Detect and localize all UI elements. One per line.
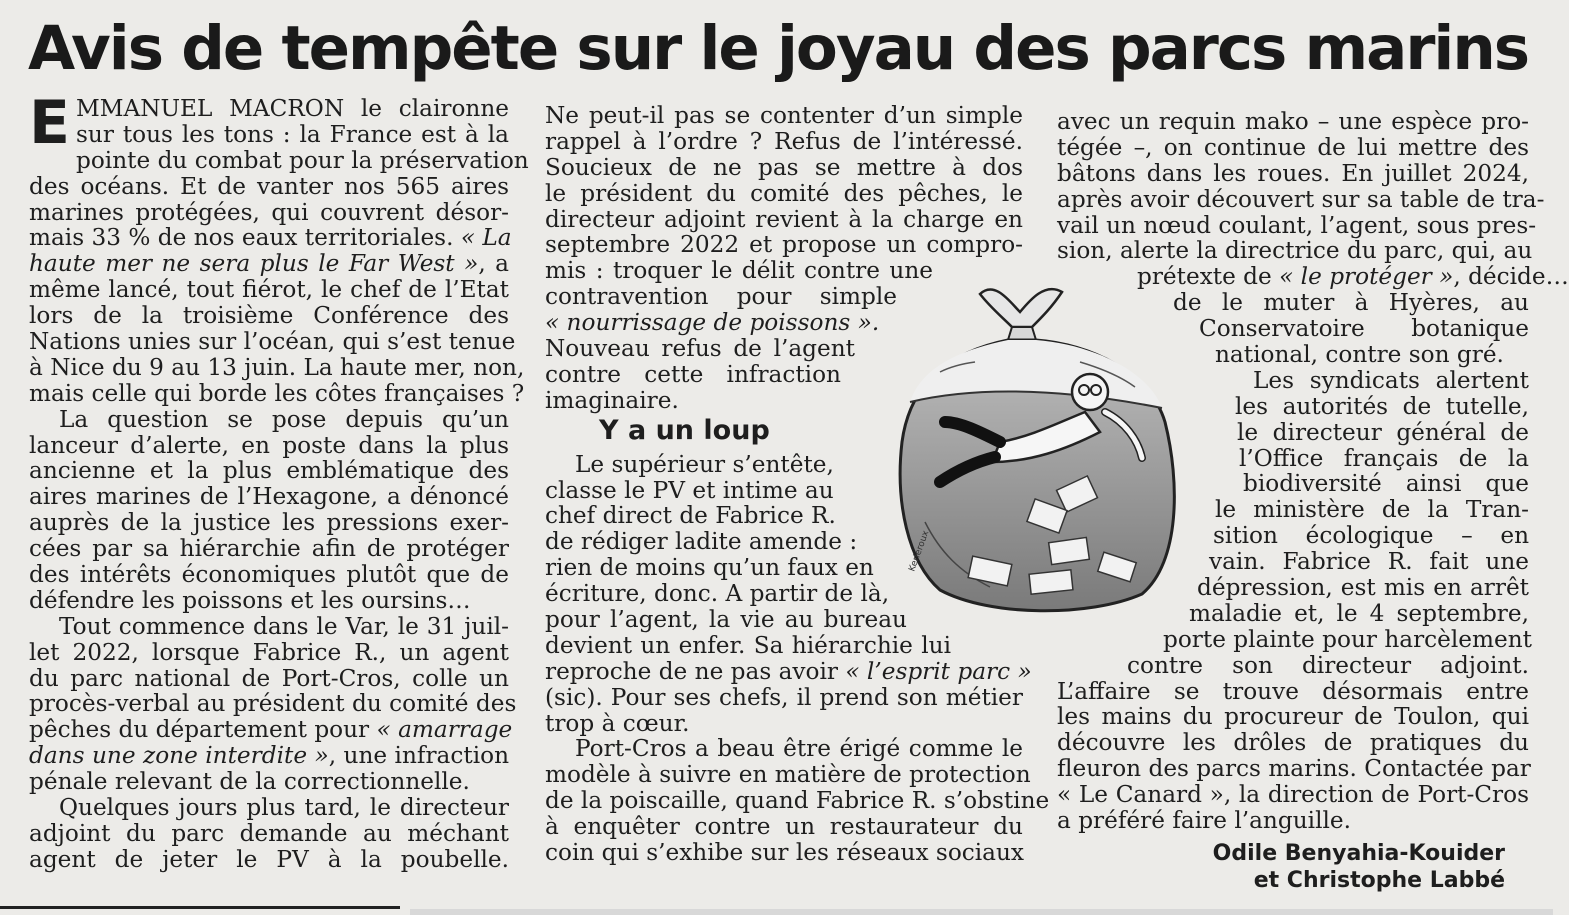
man-head [1072,374,1108,410]
text-line: procès-verbal au président du comité des [29,690,517,718]
text-line: des intérêts économiques plutôt que de [29,561,509,589]
text-line: imaginaire. [545,386,679,414]
text-line: Le supérieur s’entête, [575,450,834,478]
text-line: pénale relevant de la correctionnelle. [29,768,470,796]
text-line: coin qui s’exhibe sur les réseaux sociaux [545,839,1025,867]
text-line: mais celle qui borde les côtes françaises ? [29,379,525,407]
text-line: Conservatoire botanique [1199,315,1529,343]
text-line: de rédiger ladite amende : [545,528,858,556]
text-line: Port-Cros a beau être érigé comme le [575,735,1023,763]
byline [1213,840,1505,894]
text-line: le ministère de la Tran- [1215,496,1529,524]
text-line: La question se pose depuis qu’un [59,405,509,433]
text-line: fleuron des parcs marins. Contactée par [1057,755,1531,783]
page-edge [410,909,1553,915]
cartoonist-signature: Kerleroux [907,529,932,574]
text-line: vain. Fabrice R. fait une [1209,548,1529,576]
text-line: porte plainte pour harcèlement [1163,625,1532,653]
text-line: biodiversité ainsi que [1243,470,1529,498]
text-line: ancienne et la plus emblématique des [29,457,509,485]
text-line: rien de moins qu’un faux en [545,554,874,582]
text-line: à enquêter contre un restaurateur du [545,813,1023,841]
text-line: vail un nœud coulant, l’agent, sous pres- [1057,211,1537,239]
text-line: maladie et, le 4 septembre, [1189,599,1529,627]
text-line: adjoint du parc demande au méchant [29,819,509,847]
text-line: découvre les drôles de pratiques du [1057,729,1529,757]
text-line: pêches du département pour « amarrage [29,716,513,744]
text-line: défendre les poissons et les oursins… [29,586,471,614]
text-line: l’Office français de la [1239,444,1529,472]
text-line: Soucieux de ne pas se mettre à dos [545,153,1023,181]
text-line: pour l’agent, la vie au bureau [545,606,907,634]
text-line: sition écologique – en [1213,522,1529,550]
text-line: haute mer ne sera plus le Far West », a [29,250,509,278]
text-line: national, contre son gré. [1215,341,1504,369]
text-line: Tout commence dans le Var, le 31 juil- [59,612,509,640]
plastic-bag-cartoon [880,272,1190,622]
cartoon-illustration [880,272,1190,622]
subheading: Y a un loup [599,414,770,446]
text-line: classe le PV et intime au [545,476,834,504]
text-line: dépression, est mis en arrêt [1197,574,1529,602]
text-line: contre cette infraction [545,360,841,388]
text-line: après avoir découvert sur sa table de tra- [1057,185,1545,213]
text-line: devient un enfer. Sa hiérarchie lui [545,631,951,659]
text-line: agent de jeter le PV à la poubelle. [29,845,509,873]
text-line: lanceur d’alerte, en poste dans la plus [29,431,509,459]
text-line: rappel à l’ordre ? Refus de l’intéressé. [545,127,1023,155]
text-line: Nations unies sur l’océan, qui s’est tenue [29,328,516,356]
text-line: Nouveau refus de l’agent [545,335,855,363]
text-line: reproche de ne pas avoir « l’esprit parc » [545,657,1032,685]
column-1 [29,88,529,873]
text-line: avec un requin mako – une espèce pro- [1057,108,1529,135]
text-line: Les syndicats alertent [1253,366,1529,394]
text-line: tégée –, on continue de lui mettre des [1057,133,1529,161]
text-line: contravention pour simple [545,283,897,311]
text-line: dans une zone interdite », une infraction [29,742,509,770]
text-line: bâtons dans les roues. En juillet 2024, [1057,159,1529,187]
text-line: écriture, donc. A partir de là, [545,580,890,608]
text-line: « Le Canard », la direction de Port-Cros [1057,781,1529,809]
text-line: pointe du combat pour la préservation [76,146,529,174]
text-line: cées par sa hiérarchie afin de protéger [29,535,509,563]
drop-cap: E [29,88,70,158]
text-line: lors de la troisième Conférence des [29,302,509,330]
headline: Avis de tempête sur le joyau des parcs marins [28,13,1529,84]
text-line: marines protégées, qui couvrent désor- [29,198,509,226]
text-line: mis : troquer le délit contre une [545,257,933,285]
text-line: les autorités de tutelle, [1235,392,1529,420]
text-line: prétexte de « le protéger », décide… [1137,263,1569,291]
text-line: « nourrissage de poissons ». [545,309,880,337]
text-line: modèle à suivre en matière de protection [545,761,1031,789]
text-line: du parc national de Port-Cros, colle un [29,664,509,692]
text-line: L’affaire se trouve désormais entre [1057,677,1529,705]
byline-author-1: Odile Benyahia-Kouider [1212,841,1505,866]
text-line: le directeur général de [1237,418,1529,446]
bottom-rule [0,906,400,909]
text-line: sion, alerte la directrice du parc, qui, au [1057,237,1533,265]
text-line: MMANUEL MACRON le claironne [76,95,509,122]
text-line: auprès de la justice les pressions exer- [29,509,509,537]
text-line: Quelques jours plus tard, le directeur [59,794,509,822]
text-line: même lancé, tout fiérot, le chef de l’Etat [29,276,509,304]
text-line: a préféré faire l’anguille. [1057,807,1351,835]
text-line: trop à cœur. [545,709,690,737]
text-line: contre son directeur adjoint. [1127,651,1529,679]
text-line: septembre 2022 et propose un compro- [545,231,1023,259]
text-line: à Nice du 9 au 13 juin. La haute mer, non, [29,353,525,381]
text-line: de la poiscaille, quand Fabrice R. s’obstine [545,787,1050,815]
text-line: directeur adjoint revient à la charge en [545,205,1023,233]
text-line: des océans. Et de vanter nos 565 aires [29,172,509,200]
text-line: (sic). Pour ses chefs, il prend son métier [545,683,1023,711]
text-line: chef direct de Fabrice R. [545,502,836,530]
text-line: mais 33 % de nos eaux territoriales. « La [29,224,512,252]
text-line: aires marines de l’Hexagone, a dénoncé [29,483,509,511]
byline-author-2: et Christophe Labbé [1253,868,1505,893]
text-line: let 2022, lorsque Fabrice R., un agent [29,638,509,666]
text-line: Ne peut-il pas se contenter d’un simple [545,102,1023,129]
text-line: de le muter à Hyères, au [1173,289,1529,317]
text-line: les mains du procureur de Toulon, qui [1057,703,1529,731]
text-line: sur tous les tons : la France est à la [76,120,509,148]
text-line: le président du comité des pêches, le [545,179,1023,207]
